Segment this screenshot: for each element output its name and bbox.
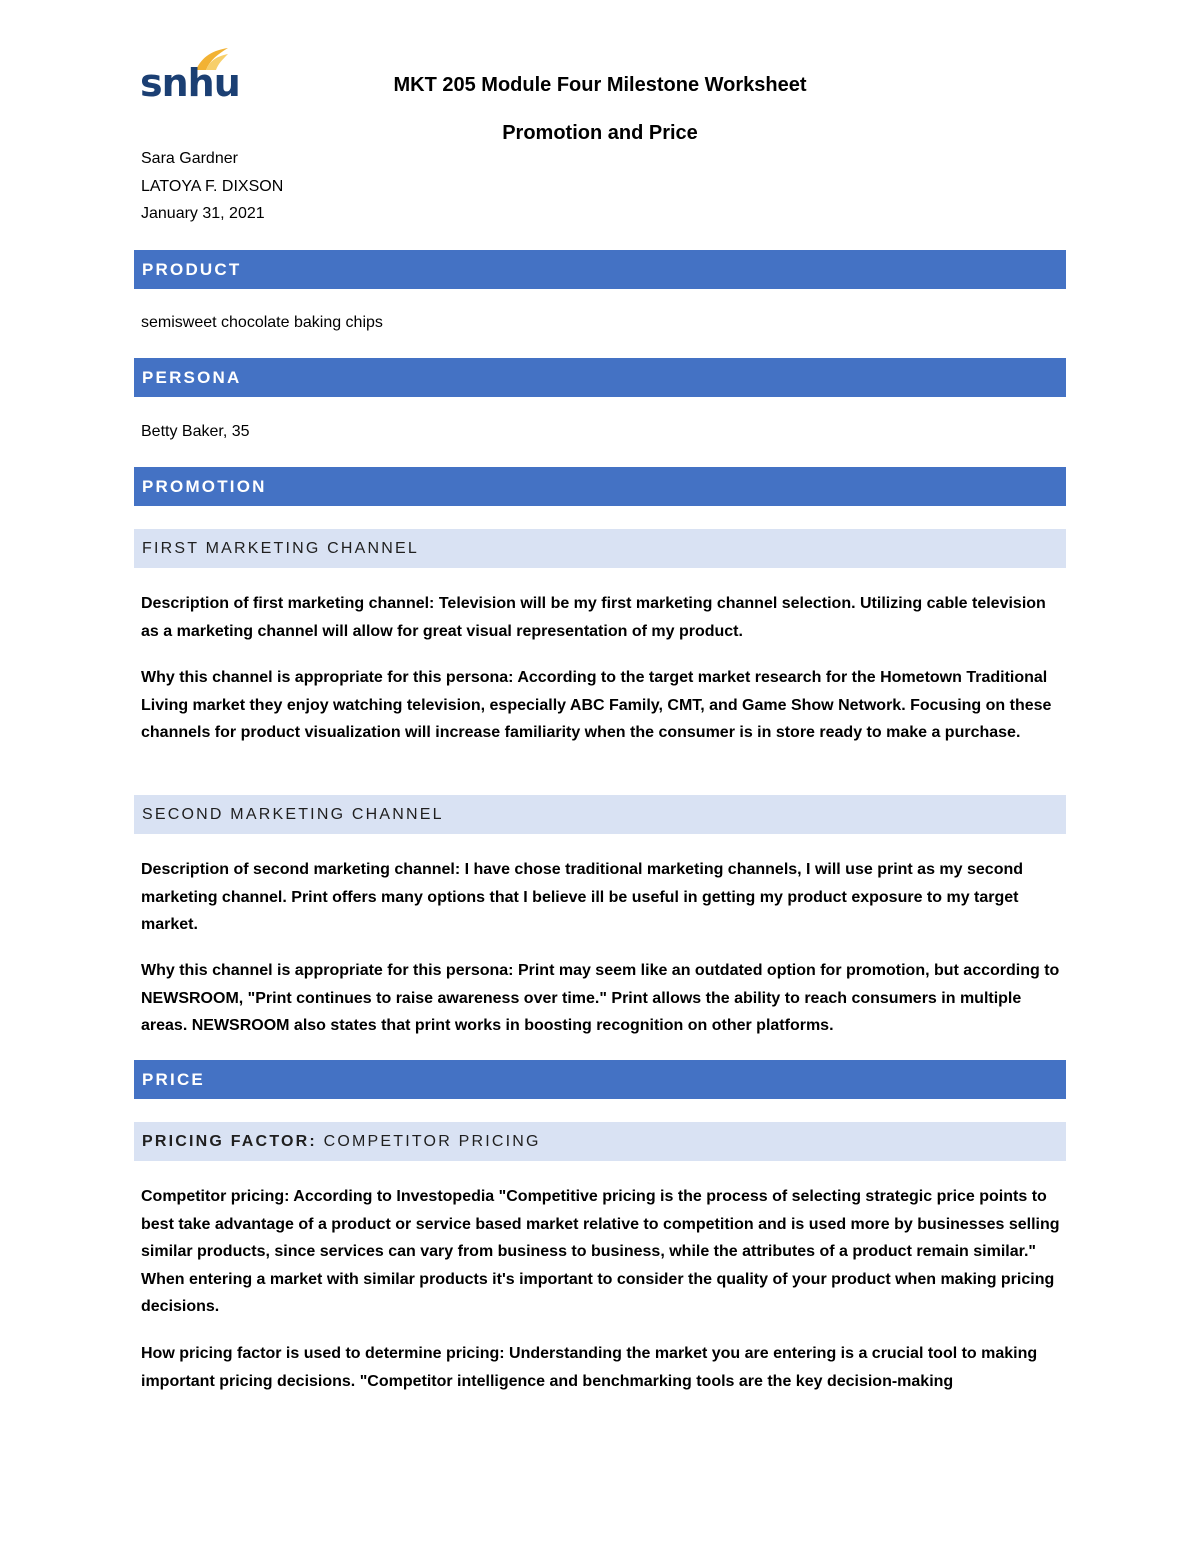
promotion-heading: PROMOTION [134,467,1066,506]
product-heading: PRODUCT [134,250,1066,289]
competitor-pricing-text: Competitor pricing: According to Investopedia "Competitive pricing is the process of selecting strategic price points to best take advantage of a product or service based market relative to competition and is used more by businesses selling similar products, since services can vary from business to business, while the attributes of a product remain similar." When entering a market with similar products it's important to consider the quality of your product when making pricing decisions. [141,1188,1060,1315]
persona-heading: PERSONA [134,358,1066,397]
product-value: semisweet chocolate baking chips [141,314,383,331]
student-name: Sara Gardner [141,150,238,167]
price-heading: PRICE [134,1060,1066,1099]
document-subtitle: Promotion and Price [502,122,698,144]
first-channel-why: Why this channel is appropriate for this persona: According to the target market research for the Hometown Traditional Living market they enjoy watching television, especially ABC Family, CMT, and Game Show Network. Focusing on these channels for product visualization will increase familiarity when the consumer is in store ready to make a purchase. [141,669,1052,741]
pricing-factor-label: PRICING FACTOR: [142,1133,317,1150]
persona-value: Betty Baker, 35 [141,423,250,440]
document-title: MKT 205 Module Four Milestone Worksheet [393,74,807,96]
first-channel-description: Description of first marketing channel: Television will be my first marketing channel selection. Utilizing cable television as a marketing channel will allow for great visual representation of my product. [141,595,1046,640]
first-channel-heading: FIRST MARKETING CHANNEL [134,529,1066,568]
second-channel-why: Why this channel is appropriate for this persona: Print may seem like an outdated option for promotion, but according to NEWSROOM, "Print continues to raise awareness over time." Print allows the ability to reach consumers in multiple areas. NEWSROOM also states that print works in boosting recognition on other platforms. [141,962,1060,1034]
document-date: January 31, 2021 [141,205,265,222]
logo-wordmark: snhu [140,61,240,105]
second-channel-description: Description of second marketing channel: I have chose traditional marketing channels, I will use print as my second marketing channel. Print offers many options that I believe ill be useful in getting my product exposure to my target market. [141,861,1024,933]
pricing-factor-heading [134,1122,1066,1161]
instructor-name: LATOYA F. DIXSON [141,178,284,195]
pricing-factor-value: COMPETITOR PRICING [316,1133,541,1150]
pricing-factor-how: How pricing factor is used to determine pricing: Understanding the market you are entering is a crucial tool to making important pricing decisions. "Competitor intelligence and benchmarking tools are the key decision-making [141,1345,1038,1390]
second-channel-heading: SECOND MARKETING CHANNEL [134,795,1066,834]
